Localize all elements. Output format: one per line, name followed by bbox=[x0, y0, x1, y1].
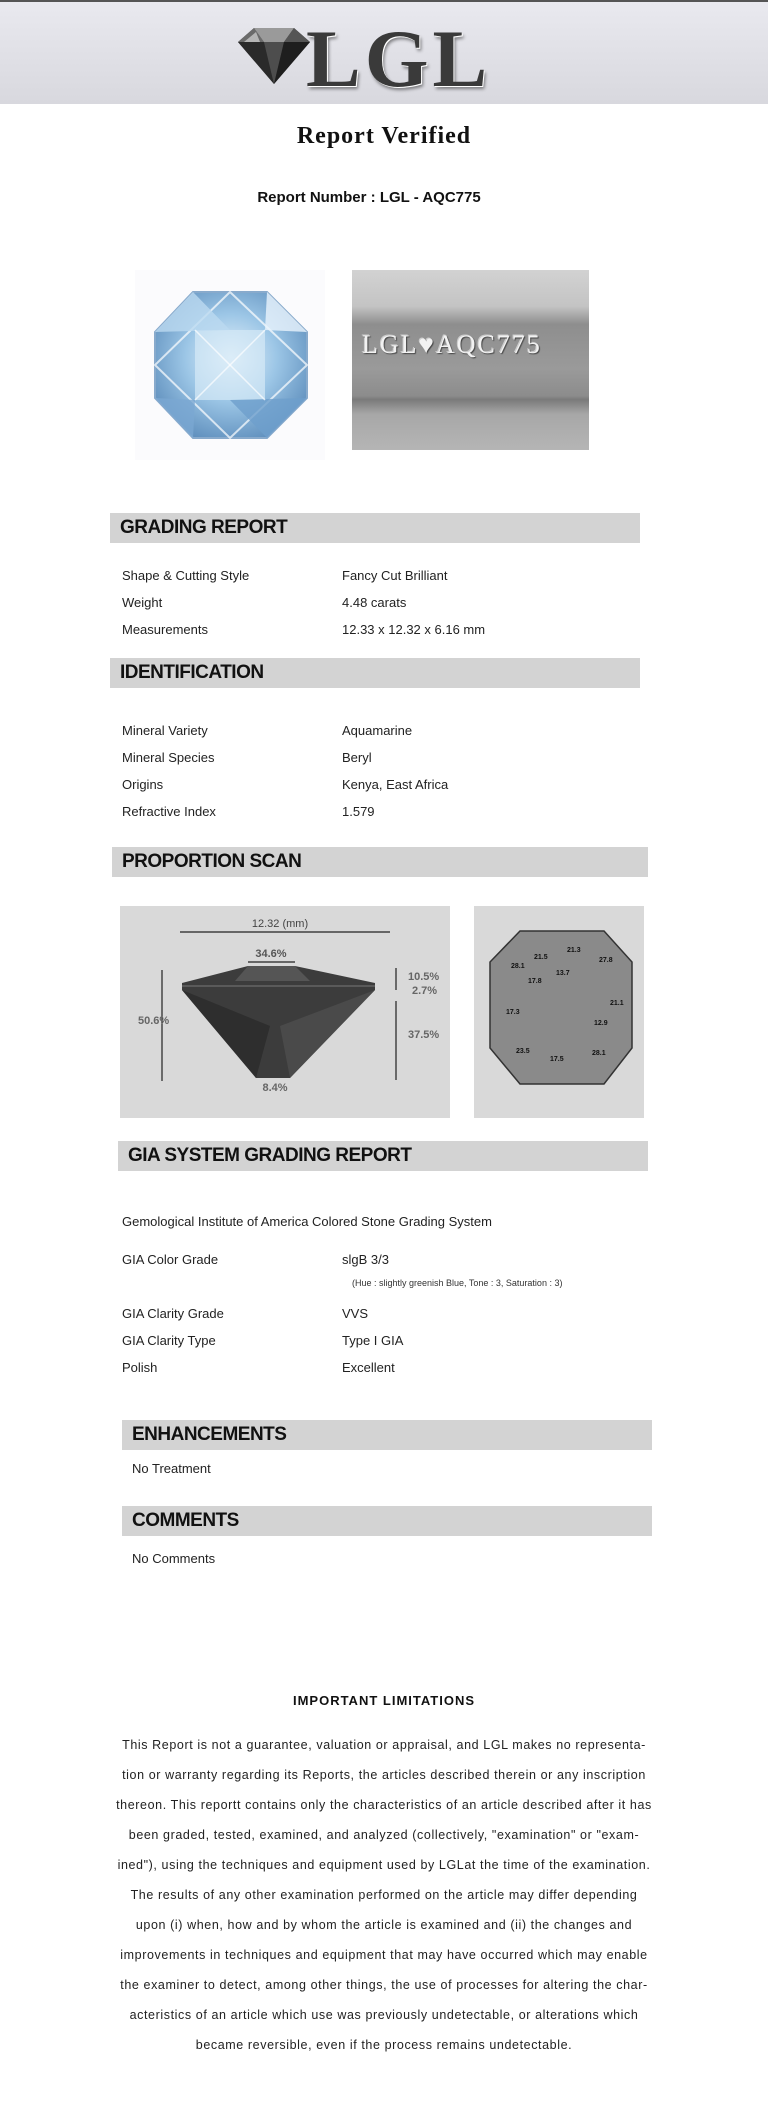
inscription-text: LGL♥AQC775 bbox=[362, 330, 542, 359]
proportion-scan-header: PROPORTION SCAN bbox=[112, 847, 648, 877]
limitations-line: upon (i) when, how and by whom the article is examined and (ii) the changes and bbox=[135, 1918, 633, 1932]
comments-header: COMMENTS bbox=[122, 1506, 652, 1536]
gia-clarity-type-label: GIA Clarity Type bbox=[122, 1333, 216, 1348]
report-number: Report Number : LGL - AQC775 bbox=[257, 189, 481, 206]
limitations-line: This Report is not a guarantee, valuation or appraisal, and LGL makes no representa- bbox=[122, 1738, 646, 1752]
profile-total-depth-label: 50.6% bbox=[138, 1015, 170, 1027]
profile-width-label: 12.32 (mm) bbox=[251, 918, 309, 930]
top-view-value-12: 28.1 bbox=[592, 1050, 606, 1057]
aquamarine-gem-icon bbox=[135, 270, 325, 460]
diamond-icon bbox=[234, 24, 314, 88]
gia-color-note: (Hue : slightly greenish Blue, Tone : 3, Saturation : 3) bbox=[352, 1278, 563, 1288]
top-view-value-9: 12.9 bbox=[594, 1020, 608, 1027]
top-view-value-11: 17.5 bbox=[550, 1056, 564, 1063]
profile-diagram bbox=[120, 906, 450, 1118]
top-view-value-7: 21.1 bbox=[610, 1000, 624, 1007]
profile-girdle-label: 2.7% bbox=[412, 985, 438, 997]
origins-value: Kenya, East Africa bbox=[342, 777, 449, 792]
polish-value: Excellent bbox=[342, 1360, 395, 1375]
gem-top-view-svg bbox=[474, 906, 644, 1118]
mineral-species-value: Beryl bbox=[342, 750, 372, 765]
profile-culet-label: 8.4% bbox=[262, 1082, 288, 1094]
gia-clarity-type-value: Type I GIA bbox=[342, 1333, 404, 1348]
gia-header: GIA SYSTEM GRADING REPORT bbox=[118, 1141, 648, 1171]
limitations-line: became reversible, even if the process remains undetectable. bbox=[195, 2038, 573, 2052]
limitations-line: improvements in techniques and equipment that may have occurred which may enable bbox=[120, 1948, 648, 1962]
top-view-diagram bbox=[474, 906, 644, 1118]
header-banner bbox=[0, 2, 768, 104]
limitations-line: tion or warranty regarding its Reports, the articles described therein or any inscription bbox=[122, 1768, 646, 1782]
gia-clarity-grade-value: VVS bbox=[342, 1306, 369, 1321]
page-title: Report Verified bbox=[296, 123, 472, 149]
gia-color-grade-value: slgB 3/3 bbox=[342, 1252, 389, 1267]
profile-table-label: 34.6% bbox=[255, 948, 287, 960]
measurements-label: Measurements bbox=[122, 622, 208, 637]
inscription-photo bbox=[352, 270, 589, 450]
enhancements-header: ENHANCEMENTS bbox=[122, 1420, 652, 1450]
shape-value: Fancy Cut Brilliant bbox=[342, 568, 448, 583]
top-view-value-2: 21.5 bbox=[534, 954, 548, 961]
top-view-value-3: 27.8 bbox=[599, 957, 613, 964]
refractive-index-label: Refractive Index bbox=[122, 804, 216, 819]
top-view-value-1: 21.3 bbox=[567, 947, 581, 954]
gem-photo bbox=[135, 270, 325, 460]
enhancements-value: No Treatment bbox=[132, 1461, 211, 1476]
grading-report-header: GRADING REPORT bbox=[110, 513, 640, 543]
weight-value: 4.48 carats bbox=[342, 595, 407, 610]
top-view-value-4: 28.1 bbox=[511, 963, 525, 970]
logo-text: LGL bbox=[306, 13, 492, 104]
weight-label: Weight bbox=[122, 595, 163, 610]
limitations-line: acteristics of an article which use was previously undetectable, or alterations which bbox=[129, 2008, 639, 2022]
shape-label: Shape & Cutting Style bbox=[122, 568, 250, 583]
mineral-variety-label: Mineral Variety bbox=[122, 723, 208, 738]
profile-pavilion-depth-label: 37.5% bbox=[408, 1029, 440, 1041]
top-view-value-6: 17.8 bbox=[528, 978, 542, 985]
polish-label: Polish bbox=[122, 1360, 158, 1375]
limitations-line: been graded, tested, examined, and analyzed (collectively, "examination" or "exam- bbox=[128, 1828, 640, 1842]
limitations-title: IMPORTANT LIMITATIONS bbox=[292, 1693, 476, 1708]
limitations-line: thereon. This reportt contains only the characteristics of an article described after it has bbox=[116, 1798, 652, 1812]
top-view-value-5: 13.7 bbox=[556, 970, 570, 977]
top-view-value-10: 23.5 bbox=[516, 1048, 530, 1055]
gia-system-name: Gemological Institute of America Colored Stone Grading System bbox=[122, 1214, 492, 1229]
top-view-value-8: 17.3 bbox=[506, 1009, 520, 1016]
gia-clarity-grade-label: GIA Clarity Grade bbox=[122, 1306, 224, 1321]
gem-profile-svg bbox=[120, 906, 450, 1118]
limitations-line: the examiner to detect, among other things, the use of processes for altering the char- bbox=[120, 1978, 648, 1992]
limitations-line: The results of any other examination performed on the article may differ depending bbox=[130, 1888, 638, 1902]
gia-color-grade-label: GIA Color Grade bbox=[122, 1252, 219, 1267]
identification-header: IDENTIFICATION bbox=[110, 658, 640, 688]
measurements-value: 12.33 x 12.32 x 6.16 mm bbox=[342, 622, 486, 637]
origins-label: Origins bbox=[122, 777, 164, 792]
mineral-variety-value: Aquamarine bbox=[342, 723, 413, 738]
comments-value: No Comments bbox=[132, 1551, 216, 1566]
mineral-species-label: Mineral Species bbox=[122, 750, 215, 765]
limitations-line: ined"), using the techniques and equipment used by LGLat the time of the examination. bbox=[117, 1858, 651, 1872]
profile-crown-height-label: 10.5% bbox=[408, 971, 440, 983]
lgl-logo bbox=[232, 13, 492, 104]
refractive-index-value: 1.579 bbox=[342, 804, 375, 819]
